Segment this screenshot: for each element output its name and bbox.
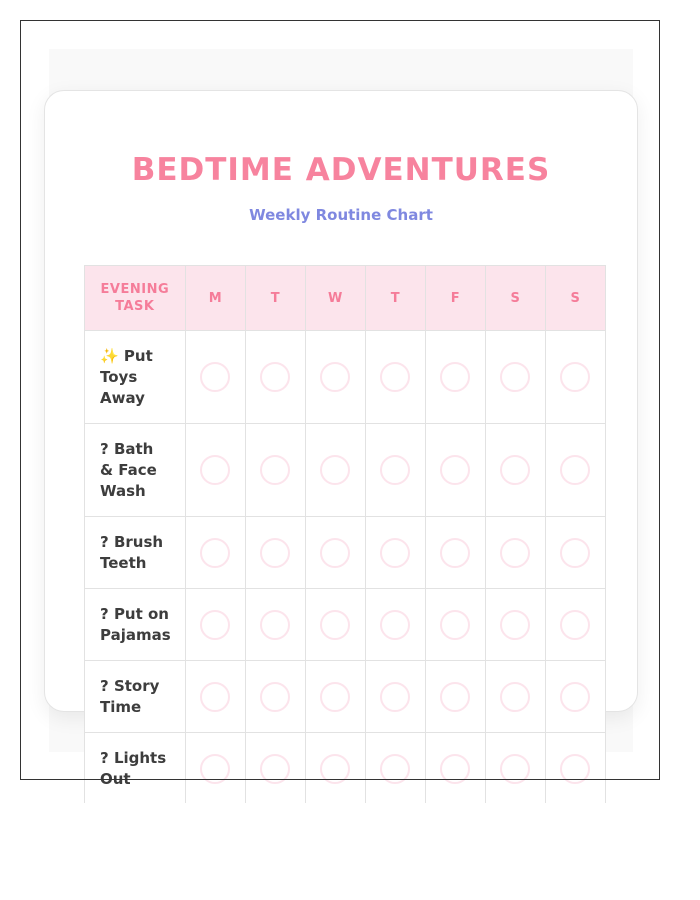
task-label-text: Brush Teeth	[100, 532, 164, 572]
day-header-mon: M	[185, 266, 245, 331]
task-icon: ?	[100, 439, 109, 458]
task-label-text: Story Time	[100, 676, 160, 716]
task-label-text: Bath & Face Wash	[100, 439, 157, 500]
task-icon: ?	[100, 748, 109, 767]
task-label-text: Put Toys Away	[100, 346, 153, 407]
day-header-fri: F	[425, 266, 485, 331]
sparkles-icon: ✨	[100, 346, 119, 365]
day-header-tue: T	[245, 266, 305, 331]
day-header-wed: W	[305, 266, 365, 331]
outer-frame	[20, 20, 660, 780]
task-label-text: Put on Pajamas	[100, 604, 171, 644]
day-header-thu: T	[365, 266, 425, 331]
task-label-text: Lights Out	[100, 748, 167, 788]
day-header-sun: S	[545, 266, 605, 331]
page-title: BEDTIME ADVENTURES	[131, 152, 551, 188]
task-icon: ?	[100, 604, 109, 623]
task-icon: ?	[100, 676, 109, 695]
page-subtitle: Weekly Routine Chart	[249, 206, 433, 224]
task-icon: ?	[100, 532, 109, 551]
day-header-sat: S	[485, 266, 545, 331]
task-column-header: EVENING TASK	[85, 266, 186, 331]
